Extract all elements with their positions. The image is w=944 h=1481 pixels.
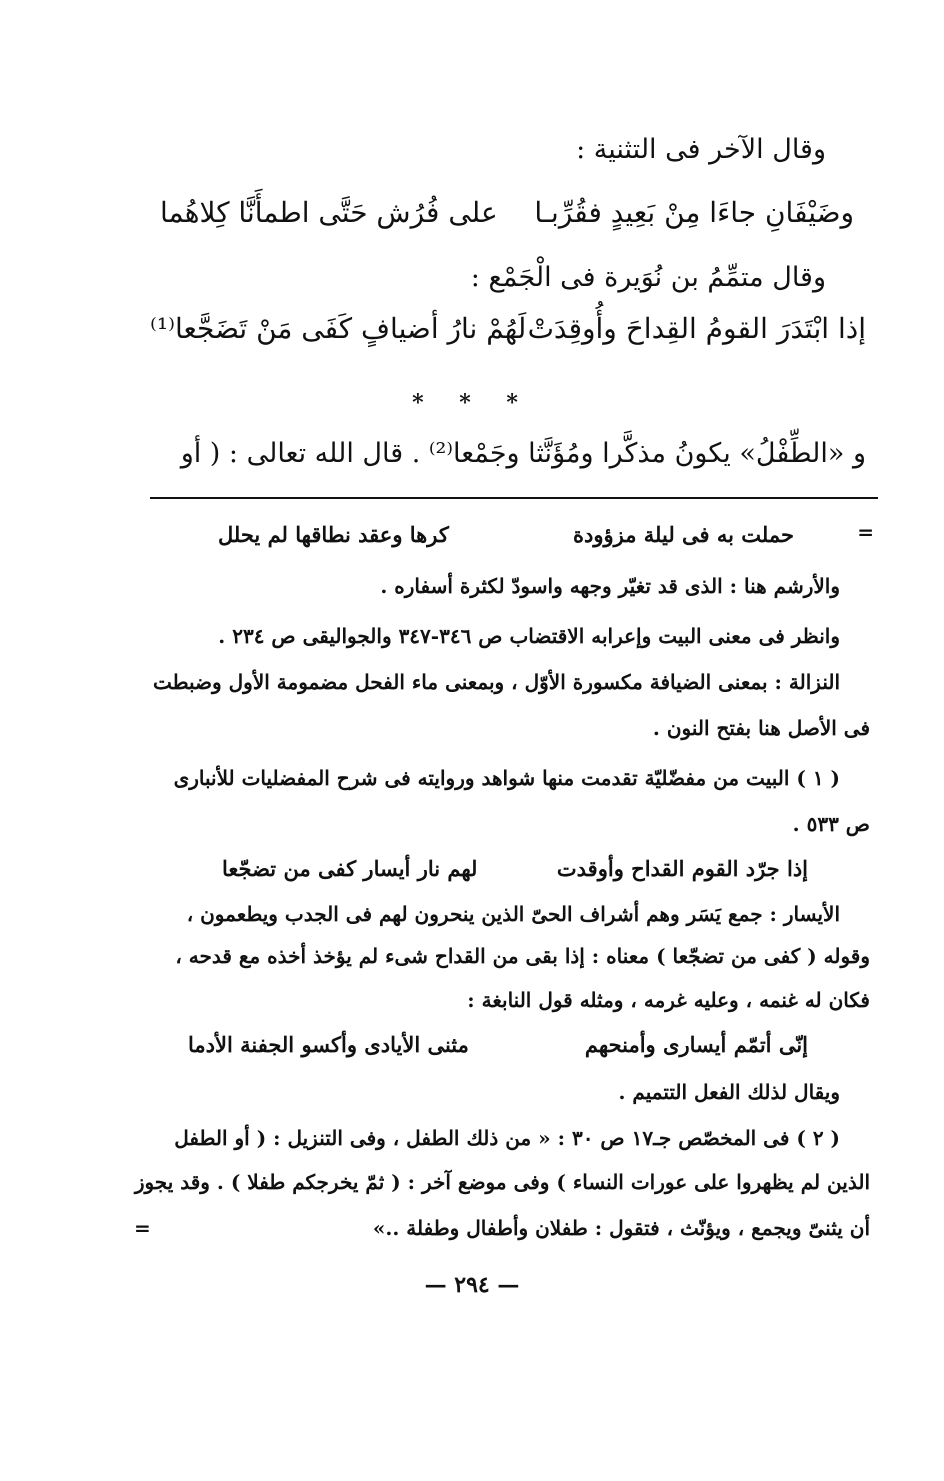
main-intro-2: وقال متمِّمُ بن نُوَيرة فى الْجَمْع : — [470, 262, 826, 293]
note-line-1: والأرشم هنا : الذى قد تغيّر وجهه واسودّ لكثرة أسفاره . — [380, 574, 840, 598]
note-line-2: وانظر فى معنى البيت وإعرابه الاقتضاب ص ٣٤٦-٣٤٧ والجواليقى ص ٢٣٤ . — [218, 624, 840, 648]
note-verse-c-first: إنّى أتمّم أيسارى وأمنحهم — [584, 1032, 808, 1057]
continuation-mark-end: = — [134, 1216, 151, 1240]
note-line-6: ص ٥٣٣ . — [792, 812, 870, 836]
note-line-10: ويقال لذلك الفعل التتميم . — [618, 1080, 840, 1104]
verse-1-second-hemistich: على فُرُش حَتَّى اطمأَنَّا كِلاهُما — [160, 196, 498, 229]
note-verse-a-first: حملت به فى ليلة مزؤودة — [572, 522, 794, 547]
note-verse-b-first: إذا جرّد القوم القداح وأوقدت — [556, 856, 808, 881]
note-line-9: فكان له غنمه ، وعليه غرمه ، ومثله قول النابغة : — [467, 988, 870, 1012]
note-line-12: الذين لم يظهروا على عورات النساء ) وفى موضع آخر : ( ثمّ يخرجكم طفلا ) . وقد يجوز — [134, 1170, 870, 1194]
verse-2-second-hemistich: لَهُمْ نارُ أضيافٍ كَفَى مَنْ تَضَجَّعا⁽¹⁾ — [150, 312, 527, 345]
page-number: — ٢٩٤ — — [424, 1272, 520, 1298]
footnote-rule — [150, 497, 878, 499]
note-verse-c-second: مثنى الأيادى وأكسو الجفنة الأدما — [188, 1032, 469, 1057]
note-line-7: الأيسار : جمع يَسَر وهم أشراف الحىّ الذين ينحرون لهم فى الجدب ويطعمون ، — [186, 902, 840, 926]
continuation-mark-start: = — [857, 520, 874, 544]
note-line-8: وقوله ( كفى من تضجّعا ) معناه : إذا بقى من القداح شىء لم يؤخذ أخذه مع قدحه ، — [175, 944, 870, 968]
section-separator: * * * — [412, 390, 532, 416]
verse-2-first-hemistich: إذا ابْتَدَرَ القومُ القِداحَ وأُوقِدَتْ — [527, 312, 866, 345]
note-line-3: النزالة : بمعنى الضيافة مكسورة الأوّل ، وبمعنى ماء الفحل مضمومة الأول وضبطت — [152, 670, 840, 694]
note-line-13: أن يثنىّ ويجمع ، ويؤنّث ، فتقول : طفلان وأطفال وطفلة ..» — [372, 1216, 870, 1240]
main-intro-1: وقال الآخر فى التثنية : — [576, 134, 826, 165]
note-line-11: ( ٢ ) فى المخصّص جـ١٧ ص ٣٠ : « من ذلك الطفل ، وفى التنزيل : ( أو الطفل — [174, 1126, 840, 1150]
note-line-4: فى الأصل هنا بفتح النون . — [652, 716, 870, 740]
main-line-3: و «الطِّفْلُ» يكونُ مذكَّرا ومُؤَنَّثا وجَمْعا⁽²⁾ . قال الله تعالى : ( أو — [180, 438, 866, 469]
verse-1-first-hemistich: وضَيْفَانِ جاءَا مِنْ بَعِيدٍ فقُرِّبـا — [534, 196, 854, 229]
note-verse-b-second: لهم نار أيسار كفى من تضجّعا — [222, 856, 478, 881]
note-verse-a-second: كرها وعقد نطاقها لم يحلل — [218, 522, 449, 547]
note-line-5: ( ١ ) البيت من مفضّليّة تقدمت منها شواهد وروايته فى شرح المفضليات للأنبارى — [173, 766, 840, 790]
